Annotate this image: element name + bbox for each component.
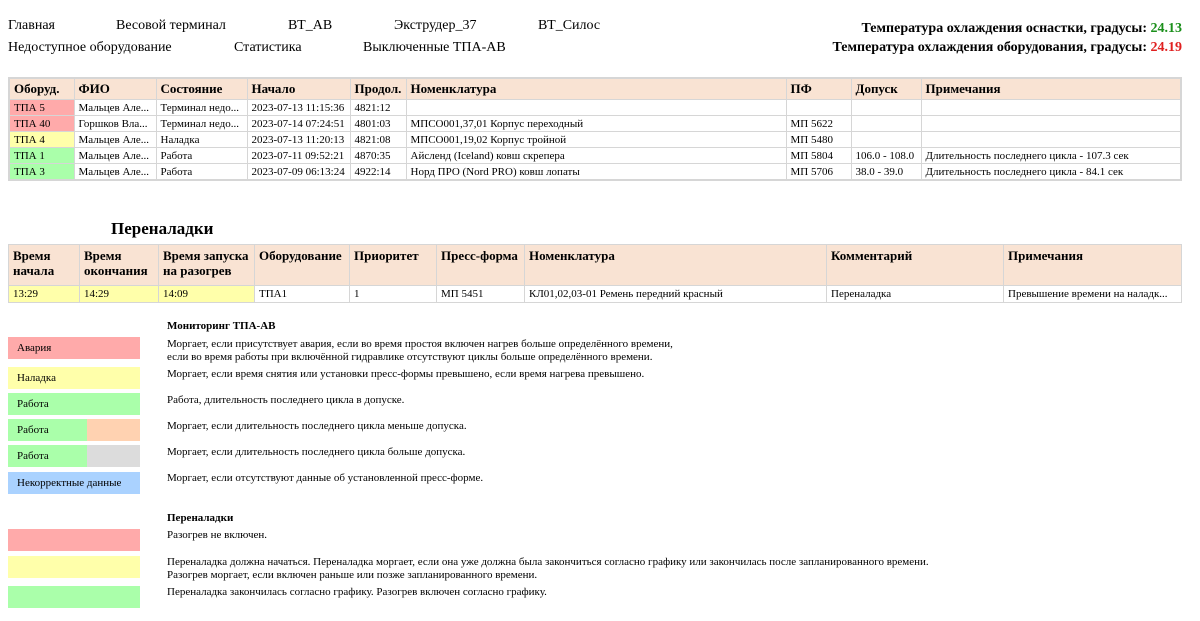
nomenclature-cell	[406, 100, 786, 116]
legend-tpa-title: Мониторинг ТПА-АВ	[167, 320, 276, 332]
nav-link-unavailable-equipment[interactable]: Недоступное оборудование	[8, 40, 172, 55]
legend-swatch-work-long-cycle	[8, 445, 140, 467]
notes-cell: Длительность последнего цикла - 107.3 сек	[921, 148, 1181, 164]
nav-link-home[interactable]: Главная	[8, 18, 55, 33]
equipment-cell: ТПА 3	[9, 164, 74, 181]
legend-setups-swatch-green	[8, 586, 140, 608]
state-cell: Терминал недо...	[156, 116, 247, 132]
notes-cell: Длительность последнего цикла - 84.1 сек	[921, 164, 1181, 181]
mold-cell: МП 5622	[786, 116, 851, 132]
cooling-temperatures	[832, 19, 1182, 57]
legend-note-invalid-data: Моргает, если отсутствуют данные об установленной пресс-форме.	[167, 472, 484, 484]
legend-label-alarm: Авария	[17, 342, 52, 354]
col-header-comment[interactable]: Комментарий	[827, 245, 1004, 286]
legend-note-alarm: Моргает, если присутствует авария, если во время простоя включен нагрев больше определённого времени, если во время работы при включённой гидравлике отсутствуют циклы больше определённого времени.	[167, 338, 673, 363]
duration-cell: 4922:14	[350, 164, 406, 181]
setups-table-header	[9, 245, 1182, 286]
col-header-setup-equipment[interactable]: Оборудование	[255, 245, 350, 286]
col-header-setup-start[interactable]: Время начала	[9, 245, 80, 286]
legend-swatch-work	[8, 393, 140, 415]
nav-link-disabled-tpa-av[interactable]: Выключенные ТПА-АВ	[363, 40, 506, 55]
start-cell: 2023-07-13 11:15:36	[247, 100, 350, 116]
col-header-setup-nomenclature[interactable]: Номенклатура	[525, 245, 827, 286]
equipment-cooling-label: Температура охлаждения оборудования, градусы:	[832, 40, 1147, 55]
duration-cell: 4821:08	[350, 132, 406, 148]
operator-cell: Мальцев Але...	[74, 164, 156, 181]
col-header-operator[interactable]: ФИО	[74, 78, 156, 100]
legend-setups-swatch-red	[8, 529, 140, 551]
legend-label-work-short: Работа	[8, 419, 87, 441]
mold-cell: МП 5480	[786, 132, 851, 148]
nomenclature-cell: Айсленд (Iceland) ковш скрепера	[406, 148, 786, 164]
priority-cell: 1	[350, 286, 437, 303]
tolerance-cell: 38.0 - 39.0	[851, 164, 921, 181]
legend-setups-note-green: Переналадка закончилась согласно графику. Разогрев включен согласно графику.	[167, 586, 547, 598]
legend-note-work-long: Моргает, если длительность последнего цикла больше допуска.	[167, 446, 466, 458]
state-cell: Наладка	[156, 132, 247, 148]
col-header-notes[interactable]: Примечания	[921, 78, 1181, 100]
nav-row-2	[8, 40, 728, 62]
equipment-row[interactable]	[9, 164, 1181, 181]
equipment-cell: ТПА 5	[9, 100, 74, 116]
duration-cell: 4801:03	[350, 116, 406, 132]
legend-setups-swatch-yellow	[8, 556, 140, 578]
legend-swatch-peach	[87, 419, 140, 441]
setup-end-cell: 14:29	[80, 286, 159, 303]
col-header-nomenclature[interactable]: Номенклатура	[406, 78, 786, 100]
legend-swatch-gray	[87, 445, 140, 467]
setup-nomenclature-cell: КЛ01,02,03-01 Ремень передний красный	[525, 286, 827, 303]
start-cell: 2023-07-11 09:52:21	[247, 148, 350, 164]
legend-swatch-work-short-cycle	[8, 419, 140, 441]
equipment-row[interactable]	[9, 132, 1181, 148]
equipment-row[interactable]	[9, 100, 1181, 116]
mold-cell: МП 5706	[786, 164, 851, 181]
start-cell: 2023-07-09 06:13:24	[247, 164, 350, 181]
nomenclature-cell: МПСО001,37,01 Корпус переходный	[406, 116, 786, 132]
nomenclature-cell: МПСО001,19,02 Корпус тройной	[406, 132, 786, 148]
nomenclature-cell: Норд ПРО (Nord PRO) ковш лопаты	[406, 164, 786, 181]
nav-link-statistics[interactable]: Статистика	[234, 40, 302, 55]
legend-label-invalid-data: Некорректные данные	[17, 477, 122, 489]
legend-label-work-long: Работа	[8, 445, 87, 467]
start-cell: 2023-07-13 11:20:13	[247, 132, 350, 148]
nav-link-weight-terminal[interactable]: Весовой терминал	[116, 18, 226, 33]
equipment-cell: ТПА 1	[9, 148, 74, 164]
notes-cell	[921, 116, 1181, 132]
state-cell: Терминал недо...	[156, 100, 247, 116]
notes-cell	[921, 100, 1181, 116]
col-header-start[interactable]: Начало	[247, 78, 350, 100]
nav-row-1	[8, 18, 728, 40]
col-header-equipment[interactable]: Оборуд.	[9, 78, 74, 100]
setups-table	[8, 244, 1182, 303]
tolerance-cell	[851, 116, 921, 132]
nav-link-vt-av[interactable]: ВТ_АВ	[288, 18, 333, 33]
tolerance-cell	[851, 100, 921, 116]
operator-cell: Мальцев Але...	[74, 132, 156, 148]
equipment-status-table	[8, 77, 1182, 181]
duration-cell: 4821:12	[350, 100, 406, 116]
legend-label-setup: Наладка	[17, 372, 56, 384]
col-header-tolerance[interactable]: Допуск	[851, 78, 921, 100]
top-navigation	[8, 18, 728, 62]
tolerance-cell: 106.0 - 108.0	[851, 148, 921, 164]
nav-link-extruder-37[interactable]: Экструдер_37	[394, 18, 477, 33]
col-header-state[interactable]: Состояние	[156, 78, 247, 100]
notes-cell	[921, 132, 1181, 148]
equipment-row[interactable]	[9, 148, 1181, 164]
equipment-row[interactable]	[9, 116, 1181, 132]
setup-row[interactable]	[9, 286, 1182, 303]
press-mold-cell: МП 5451	[437, 286, 525, 303]
warmup-start-cell: 14:09	[159, 286, 255, 303]
legend-setups-note-yellow: Переналадка должна начаться. Переналадка моргает, если она уже должна была закончиться согласно графику или закончилась после запланированного времени. Разогрев моргает, если включен раньше или позже запланированного времени.	[167, 556, 929, 581]
operator-cell: Мальцев Але...	[74, 148, 156, 164]
legend-note-work: Работа, длительность последнего цикла в допуске.	[167, 394, 405, 406]
tolerance-cell	[851, 132, 921, 148]
col-header-setup-end[interactable]: Время окончания	[80, 245, 159, 286]
equipment-table-header	[9, 78, 1181, 100]
legend-setups-title: Переналадки	[167, 512, 234, 524]
legend-note-work-short: Моргает, если длительность последнего цикла меньше допуска.	[167, 420, 467, 432]
setup-start-cell: 13:29	[9, 286, 80, 303]
legend-swatch-invalid-data	[8, 472, 140, 494]
legend-note-setup: Моргает, если время снятия или установки пресс-формы превышено, если время нагрева превышено.	[167, 368, 645, 380]
operator-cell: Горшков Вла...	[74, 116, 156, 132]
state-cell: Работа	[156, 148, 247, 164]
equipment-cell: ТПА 4	[9, 132, 74, 148]
equipment-cooling-value: 24.19	[1150, 40, 1182, 55]
col-header-duration[interactable]: Продол.	[350, 78, 406, 100]
legend-setups-note-red: Разогрев не включен.	[167, 529, 268, 541]
comment-cell: Переналадка	[827, 286, 1004, 303]
col-header-priority[interactable]: Приоритет	[350, 245, 437, 286]
setup-equipment-cell: ТПА1	[255, 286, 350, 303]
col-header-warmup-start[interactable]: Время запуска на разогрев	[159, 245, 255, 286]
col-header-setup-notes[interactable]: Примечания	[1004, 245, 1182, 286]
legend-label-work: Работа	[17, 398, 49, 410]
col-header-press-mold[interactable]: Пресс-форма	[437, 245, 525, 286]
legend-swatch-setup	[8, 367, 140, 389]
equipment-cell: ТПА 40	[9, 116, 74, 132]
setups-section-title: Переналадки	[111, 219, 214, 238]
tool-cooling-temperature	[832, 19, 1182, 38]
tool-cooling-label: Температура охлаждения оснастки, градусы:	[861, 21, 1147, 36]
equipment-cooling-temperature	[832, 38, 1182, 57]
nav-link-vt-silo[interactable]: ВТ_Силос	[538, 18, 601, 33]
start-cell: 2023-07-14 07:24:51	[247, 116, 350, 132]
tool-cooling-value: 24.13	[1150, 21, 1182, 36]
col-header-mold[interactable]: ПФ	[786, 78, 851, 100]
mold-cell: МП 5804	[786, 148, 851, 164]
state-cell: Работа	[156, 164, 247, 181]
mold-cell	[786, 100, 851, 116]
operator-cell: Мальцев Але...	[74, 100, 156, 116]
duration-cell: 4870:35	[350, 148, 406, 164]
legend-swatch-alarm	[8, 337, 140, 359]
setup-notes-cell: Превышение времени на наладк...	[1004, 286, 1182, 303]
